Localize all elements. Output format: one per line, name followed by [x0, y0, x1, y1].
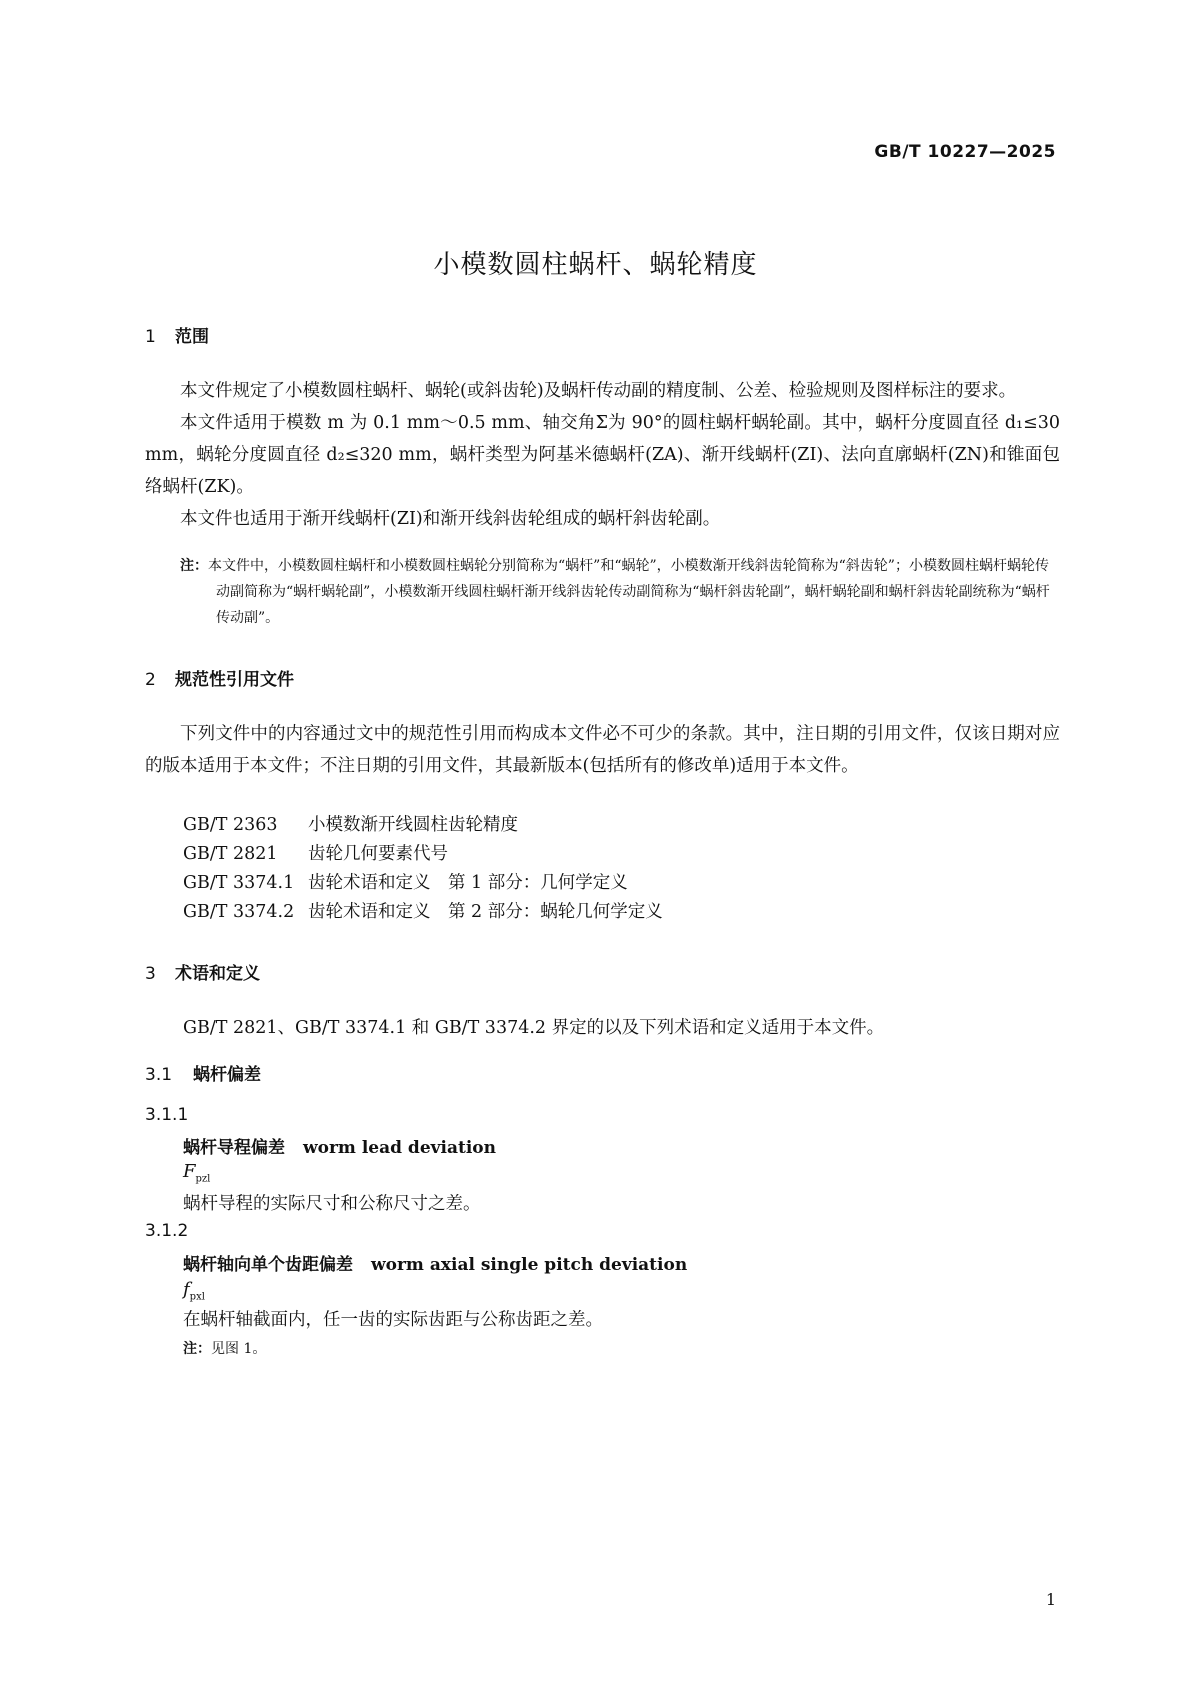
- section-2-number: 2: [145, 670, 156, 690]
- subsection-title: 蜗杆偏差: [193, 1065, 261, 1085]
- reference-code: GB/T 2821: [183, 844, 278, 864]
- section-1-note: [180, 553, 1060, 631]
- term-symbol: $F_{pzl}$: [183, 1161, 211, 1185]
- subsection-number: 3.1: [145, 1065, 173, 1085]
- reference-item: [183, 898, 663, 923]
- reference-item: [183, 840, 448, 865]
- section-3-title: 术语和定义: [175, 964, 260, 984]
- reference-code: GB/T 3374.1: [183, 873, 295, 893]
- section-2-title: 规范性引用文件: [175, 670, 294, 690]
- reference-title: 齿轮几何要素代号: [308, 844, 448, 864]
- term-note: [183, 1338, 266, 1358]
- document-title: 小模数圆柱蜗杆、蜗轮精度: [433, 250, 758, 280]
- section-1-heading: [145, 322, 209, 347]
- term-definition: 蜗杆导程的实际尺寸和公称尺寸之差。: [183, 1194, 481, 1214]
- term-zh: 蜗杆导程偏差: [183, 1138, 285, 1158]
- reference-title: 齿轮术语和定义 第 1 部分：几何学定义: [308, 873, 628, 893]
- reference-title: 小模数渐开线圆柱齿轮精度: [308, 815, 518, 835]
- page-number: 1: [1045, 1590, 1056, 1609]
- note-label: 注：: [183, 1341, 211, 1357]
- section-1-paragraph: 本文件适用于模数 m 为 0.1 mm～0.5 mm、轴交角Σ为 90°的圆柱蜗杆蜗轮副。其中，蜗杆分度圆直径 d₁≤30 mm，蜗轮分度圆直径 d₂≤320 mm，蜗杆类型为阿基米德蜗杆(ZA)、渐开线蜗杆(ZI)、法向直廓蜗杆(ZN)和锥面包络蜗杆(ZK)。: [145, 413, 1060, 497]
- note-label: 注：: [180, 558, 208, 574]
- reference-item: [183, 869, 628, 894]
- section-2-paragraph: 下列文件中的内容通过文中的规范性引用而构成本文件必不可少的条款。其中，注日期的引用文件，仅该日期对应的版本适用于本文件；不注日期的引用文件，其最新版本(包括所有的修改单)适用于本文件。: [145, 724, 1060, 776]
- term-title: [183, 1250, 687, 1275]
- subsection-heading: [145, 1060, 261, 1085]
- term-zh: 蜗杆轴向单个齿距偏差: [183, 1255, 353, 1275]
- term-symbol: $f_{pxl}$: [183, 1279, 205, 1303]
- section-3-heading: [145, 959, 260, 984]
- section-1-paragraph: 本文件规定了小模数圆柱蜗杆、蜗轮(或斜齿轮)及蜗杆传动副的精度制、公差、检验规则及图样标注的要求。: [180, 381, 1017, 401]
- term-en: worm axial single pitch deviation: [371, 1255, 688, 1275]
- term-title: [183, 1133, 496, 1158]
- section-1-number: 1: [145, 327, 156, 347]
- term-definition: 在蜗杆轴截面内，任一齿的实际齿距与公称齿距之差。: [183, 1310, 603, 1330]
- standard-code: GB/T 10227—2025: [874, 142, 1056, 162]
- section-2-heading: [145, 665, 294, 690]
- section-1-body: [145, 375, 1060, 535]
- reference-code: GB/T 2363: [183, 815, 278, 835]
- reference-code: GB/T 3374.2: [183, 902, 295, 922]
- reference-title: 齿轮术语和定义 第 2 部分：蜗轮几何学定义: [308, 902, 663, 922]
- term-number: 3.1.2: [145, 1221, 189, 1241]
- note-text: 本文件中，小模数圆柱蜗杆和小模数圆柱蜗轮分别简称为“蜗杆”和“蜗轮”，小模数渐开线斜齿轮简称为“斜齿轮”；小模数圆柱蜗杆蜗轮传动副简称为“蜗杆蜗轮副”，小模数渐开线圆柱蜗杆渐开线斜齿轮传动副简称为“蜗杆斜齿轮副”，蜗杆蜗轮副和蜗杆斜齿轮副统称为“蜗杆传动副”。: [208, 558, 1050, 626]
- section-2-body: [145, 718, 1060, 782]
- term-en: worm lead deviation: [303, 1138, 496, 1158]
- section-3-paragraph: GB/T 2821、GB/T 3374.1 和 GB/T 3374.2 界定的以及下列术语和定义适用于本文件。: [183, 1018, 885, 1038]
- reference-item: [183, 811, 518, 836]
- section-3-number: 3: [145, 964, 156, 984]
- section-1-paragraph: 本文件也适用于渐开线蜗杆(ZI)和渐开线斜齿轮组成的蜗杆斜齿轮副。: [180, 509, 721, 529]
- term-number: 3.1.1: [145, 1105, 189, 1125]
- section-1-title: 范围: [175, 327, 209, 347]
- note-text: 见图 1。: [211, 1341, 267, 1357]
